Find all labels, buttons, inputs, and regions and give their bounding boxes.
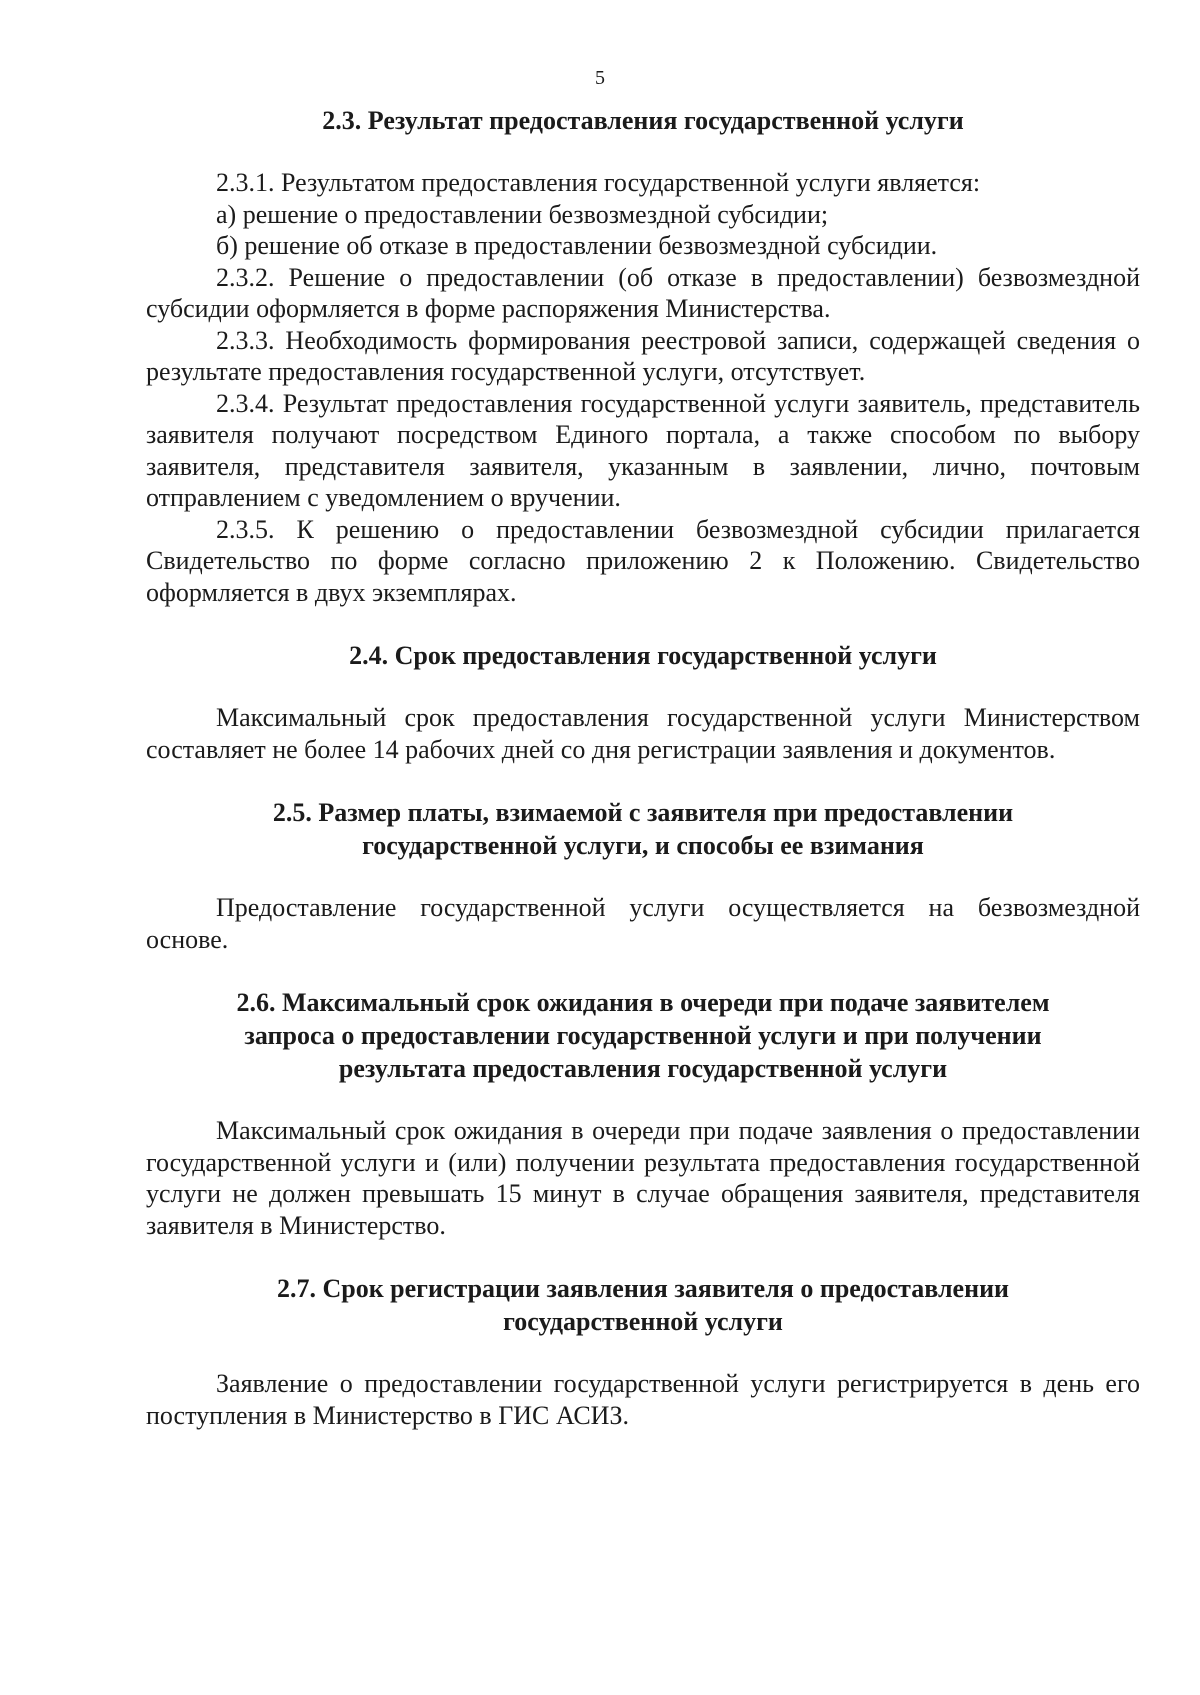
section-heading-2-6-line-2: запроса о предоставлении государственной услуги и при получении <box>244 1021 1042 1050</box>
paragraph-2-3-3: 2.3.3. Необходимость формирования реестровой записи, содержащей сведения о результате предоставления государственной услуги, отсутствует. <box>146 325 1140 386</box>
section-heading-2-4: 2.4. Срок предоставления государственной услуги <box>349 641 937 670</box>
section-heading-2-5-line-1: 2.5. Размер платы, взимаемой с заявителя при предоставлении <box>272 798 1014 827</box>
document-body <box>146 104 1140 1431</box>
page-number: 5 <box>595 67 605 89</box>
paragraph-2-3-5: 2.3.5. К решению о предоставлении безвозмездной субсидии прилагается Свидетельство по форме согласно приложению 2 к Положению. Свидетельство оформляется в двух экземплярах. <box>146 514 1140 607</box>
paragraph-2-6: Максимальный срок ожидания в очереди при подаче заявления о предоставлении государственной услуги и (или) получении результата предоставления государственной услуги не должен превышать 15 минут в случае обращения заявителя, представителя заявителя в Министерство. <box>146 1116 1140 1240</box>
paragraph-2-3-4: 2.3.4. Результат предоставления государственной услуги заявитель, представитель заявителя получают посредством Единого портала, а также способом по выбору заявителя, представителя заявителя, указанным в заявлении, лично, почтовым отправлением с уведомлением о вручении. <box>146 388 1140 512</box>
paragraph-2-7: Заявление о предоставлении государственной услуги регистрируется в день его поступления в Министерство в ГИС АСИЗ. <box>146 1369 1140 1430</box>
paragraph-2-5: Предоставление государственной услуги осуществляется на безвозмездной основе. <box>146 893 1140 954</box>
section-heading-2-5 <box>146 796 1140 862</box>
section-heading-2-3: 2.3. Результат предоставления государственной услуги <box>322 106 964 135</box>
paragraph-2-3-1: 2.3.1. Результатом предоставления государственной услуги является: <box>216 168 981 197</box>
section-heading-2-6-line-3: результата предоставления государственной услуги <box>338 1054 948 1083</box>
section-heading-2-6-line-1: 2.6. Максимальный срок ожидания в очереди при подаче заявителем <box>236 988 1050 1017</box>
paragraph-2-3-2: 2.3.2. Решение о предоставлении (об отказе в предоставлении) безвозмездной субсидии оформляется в форме распоряжения Министерства. <box>146 262 1140 323</box>
paragraph-2-4: Максимальный срок предоставления государственной услуги Министерством составляет не более 14 рабочих дней со дня регистрации заявления и документов. <box>146 703 1140 764</box>
list-item-b: б) решение об отказе в предоставлении безвозмездной субсидии. <box>216 231 938 260</box>
section-heading-2-6 <box>146 986 1140 1085</box>
section-heading-2-5-line-2: государственной услуги, и способы ее взимания <box>362 831 924 860</box>
section-heading-2-7-line-1: 2.7. Срок регистрации заявления заявителя о предоставлении <box>276 1274 1010 1303</box>
section-heading-2-7-line-2: государственной услуги <box>503 1307 783 1336</box>
list-item-a: а) решение о предоставлении безвозмездной субсидии; <box>216 199 829 229</box>
section-heading-2-7 <box>146 1272 1140 1338</box>
